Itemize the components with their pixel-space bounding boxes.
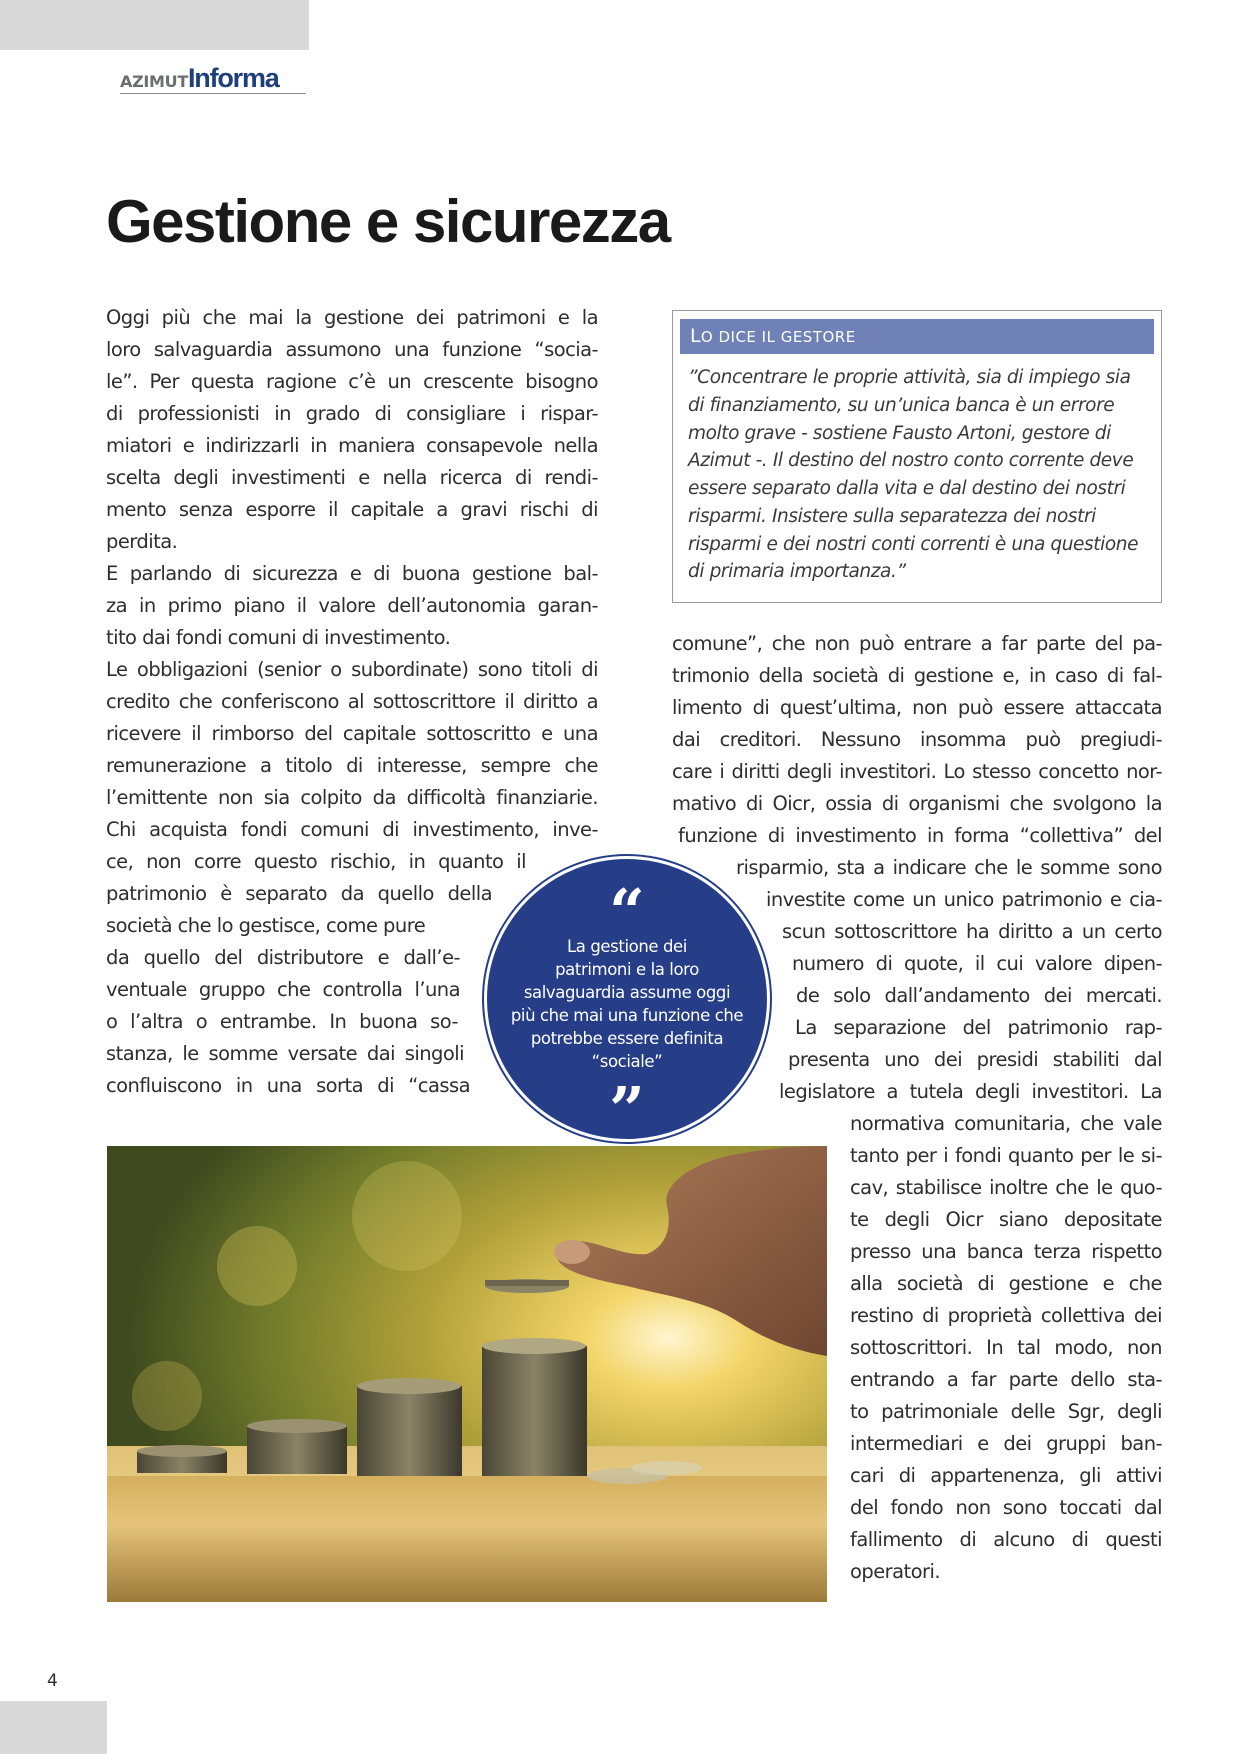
quote-open-mark: “: [609, 875, 645, 948]
box-quote-line: Azimut -. Il destino del nostro conto corrente deve: [688, 450, 1134, 471]
body-line: credito che conferiscono al sottoscrittore il diritto a: [106, 690, 598, 713]
body-line: restino di proprietà collettiva dei: [850, 1304, 1162, 1327]
masthead-sub: Informa: [187, 63, 279, 93]
pull-quote-line: più che mai una funzione che: [510, 1006, 744, 1025]
coins-photo-illustration: [107, 1146, 827, 1602]
body-line: tanto per i fondi quanto per le si-: [850, 1144, 1162, 1167]
body-line: Le obbligazioni (senior o subordinate) sono titoli di: [106, 658, 598, 681]
body-line: te degli Oicr siano depositate: [850, 1208, 1162, 1231]
body-line: legislatore a tutela degli investitori. La: [779, 1080, 1162, 1103]
body-line: alla società di gestione e che: [850, 1272, 1162, 1295]
body-line: di professionisti in grado di consigliare i rispar-: [106, 402, 598, 425]
masthead-rule: [120, 93, 306, 94]
body-line: fallimento di alcuno di questi: [850, 1528, 1162, 1551]
body-line: scelta degli investimenti e nella ricerca di rendi-: [106, 466, 598, 489]
box-heading-text: O DICE IL GESTORE: [700, 328, 856, 346]
body-line: operatori.: [850, 1560, 940, 1583]
article-title: Gestione e sicurezza: [106, 188, 670, 255]
pull-quote-circle: [484, 856, 770, 1146]
body-line: ce, non corre questo rischio, in quanto il: [106, 850, 526, 873]
body-line: scun sottoscrittore ha diritto a un certo: [782, 920, 1162, 943]
body-line: funzione di investimento in forma “collettiva” del: [678, 824, 1162, 847]
body-line: investite come un unico patrimonio e cia-: [766, 888, 1162, 911]
body-line: za in primo piano il valore dell’autonomia garan-: [106, 594, 598, 617]
page-number: 4: [47, 1671, 58, 1691]
body-line: risparmio, sta a indicare che le somme sono: [736, 856, 1162, 879]
box-heading: LO DICE IL GESTORE: [680, 319, 1154, 354]
body-line: loro salvaguardia assumono una funzione “socia-: [106, 338, 598, 361]
body-line: comune”, che non può entrare a far parte del pa-: [672, 632, 1162, 655]
bottom-grey-tab: [0, 1701, 107, 1754]
body-line: perdita.: [106, 530, 178, 553]
pull-quote-line: salvaguardia assume oggi: [523, 983, 731, 1002]
box-quote-line: risparmi e dei nostri conti correnti è una questione: [688, 534, 1139, 555]
pull-quote-line: potrebbe essere definita: [530, 1029, 724, 1048]
body-line: de solo dall’andamento dei mercati.: [796, 984, 1162, 1007]
body-line: La separazione del patrimonio rap-: [795, 1016, 1162, 1039]
manager-quote-box: [672, 310, 1162, 603]
body-line: Chi acquista fondi comuni di investimento, inve-: [106, 818, 598, 841]
box-quote-line: essere separato dalla vita e dal destino dei nostri: [688, 478, 1126, 499]
body-line: normativa comunitaria, che vale: [850, 1112, 1162, 1135]
body-line: numero di quote, il cui valore dipen-: [792, 952, 1162, 975]
body-line: trimonio della società di gestione e, in caso di fal-: [672, 664, 1162, 687]
masthead-brand: AZIMUT: [120, 72, 188, 91]
body-line: confluiscono in una sorta di “cassa: [106, 1074, 470, 1097]
body-line: o l’altra o entrambe. In buona so-: [106, 1010, 458, 1033]
body-line: care i diritti degli investitori. Lo stesso concetto nor-: [672, 760, 1162, 783]
coins-photo: [107, 1146, 827, 1602]
body-line: dai creditori. Nessuno insomma può pregiudi-: [672, 728, 1162, 751]
box-quote-line: di primaria importanza.”: [688, 561, 906, 582]
top-grey-tab: [0, 0, 309, 50]
body-line: cav, stabilisce inoltre che le quo-: [850, 1176, 1162, 1199]
body-line: da quello del distributore e dall’e-: [106, 946, 460, 969]
body-line: presso una banca terza rispetto: [850, 1240, 1162, 1263]
body-line: tito dai fondi comuni di investimento.: [106, 626, 451, 649]
body-line: E parlando di sicurezza e di buona gestione bal-: [106, 562, 598, 585]
body-line: miatori e indirizzarli in maniera consapevole nella: [106, 434, 598, 457]
body-line: stanza, le somme versate dai singoli: [106, 1042, 464, 1065]
body-line: Oggi più che mai la gestione dei patrimoni e la: [106, 306, 598, 329]
body-line: mativo di Oicr, ossia di organismi che svolgono la: [672, 792, 1162, 815]
pull-quote-line: La gestione dei: [567, 937, 687, 956]
body-line: presenta uno dei presidi stabiliti dal: [788, 1048, 1162, 1071]
body-line: ventuale gruppo che controlla l’una: [106, 978, 460, 1001]
body-line: sottoscrittori. In tal modo, non: [850, 1336, 1162, 1359]
body-line: to patrimoniale delle Sgr, degli: [850, 1400, 1162, 1423]
body-line: del fondo non sono toccati dal: [850, 1496, 1162, 1519]
box-quote-line: ”Concentrare le proprie attività, sia di impiego sia: [688, 367, 1131, 388]
body-line: remunerazione a titolo di interesse, sempre che: [106, 754, 598, 777]
body-line: entrando a far parte dello sta-: [850, 1368, 1162, 1391]
masthead-logo: [120, 63, 279, 94]
body-line: società che lo gestisce, come pure: [106, 914, 426, 937]
pull-quote-line: “sociale”: [591, 1052, 663, 1071]
pull-quote-line: patrimoni e la loro: [555, 960, 699, 979]
body-line: cari di appartenenza, gli attivi: [850, 1464, 1162, 1487]
body-line: ricevere il rimborso del capitale sottoscritto e una: [106, 722, 598, 745]
body-line: patrimonio è separato da quello della: [106, 882, 492, 905]
body-line: le”. Per questa ragione c’è un crescente bisogno: [106, 370, 598, 393]
quote-close-mark: ”: [609, 1073, 645, 1146]
body-line: intermediari e dei gruppi ban-: [850, 1432, 1162, 1455]
box-quote-line: risparmi. Insistere sulla separatezza dei nostri: [688, 506, 1096, 527]
box-quote-line: di finanziamento, su un’unica banca è un errore: [688, 395, 1115, 416]
body-line: mento senza esporre il capitale a gravi rischi di: [106, 498, 598, 521]
body-line: limento di quest’ultima, non può essere attaccata: [672, 696, 1162, 719]
body-line: l’emittente non sia colpito da difficoltà finanziarie.: [106, 786, 598, 809]
box-quote-line: molto grave - sostiene Fausto Artoni, gestore di: [688, 423, 1111, 444]
